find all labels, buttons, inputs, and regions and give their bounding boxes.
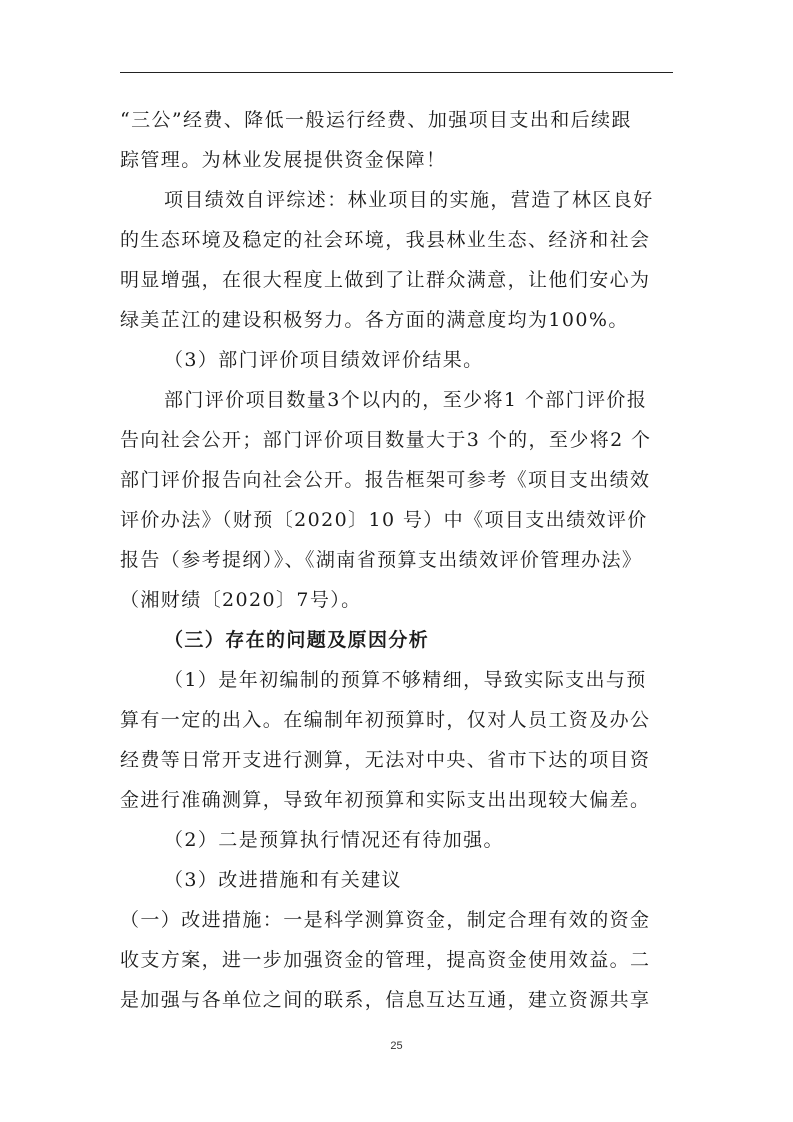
section-heading: （三）存在的问题及原因分析 bbox=[164, 629, 430, 651]
page-number: 25 bbox=[390, 1040, 403, 1052]
subheading-line: （3）部门评价项目绩效评价结果。 bbox=[164, 349, 484, 371]
paragraph-line: 的生态环境及稳定的社会环境，我县林业生态、经济和社会 bbox=[120, 229, 651, 251]
paragraph-line: （2）二是预算执行情况还有待加强。 bbox=[164, 829, 504, 851]
paragraph-line: 是加强与各单位之间的联系，信息互达互通，建立资源共享 bbox=[120, 989, 651, 1011]
paragraph-line: （一）改进措施：一是科学测算资金，制定合理有效的资金 bbox=[120, 909, 651, 931]
paragraph-line: 收支方案，进一步加强资金的管理，提高资金使用效益。二 bbox=[120, 949, 651, 971]
paragraph-line: 金进行准确测算，导致年初预算和实际支出出现较大偏差。 bbox=[120, 789, 651, 811]
paragraph-line: 告向社会公开；部门评价项目数量大于3 个的，至少将2 个 bbox=[120, 429, 652, 451]
document-body bbox=[120, 100, 673, 1020]
paragraph-line: 项目绩效自评综述：林业项目的实施，营造了林区良好 bbox=[164, 189, 654, 211]
paragraph-line: （湘财绩〔2020〕7号）。 bbox=[120, 589, 362, 611]
paragraph-line: 绿美芷江的建设积极努力。各方面的满意度均为100%。 bbox=[120, 309, 629, 331]
paragraph-line: 踪管理。为林业发展提供资金保障！ bbox=[120, 149, 447, 171]
paragraph-line: 经费等日常开支进行测算，无法对中央、省市下达的项目资 bbox=[120, 749, 651, 771]
paragraph-line: “三公”经费、降低一般运行经费、加强项目支出和后续跟 bbox=[120, 109, 632, 131]
paragraph-line: 算有一定的出入。在编制年初预算时，仅对人员工资及办公 bbox=[120, 709, 651, 731]
subheading-line: （3）改进措施和有关建议 bbox=[164, 869, 402, 891]
header-rule bbox=[120, 72, 673, 73]
paragraph-line: 明显增强，在很大程度上做到了让群众满意，让他们安心为 bbox=[120, 269, 651, 291]
paragraph-line: 报告（参考提纲）》、《湖南省预算支出绩效评价管理办法》 bbox=[120, 549, 643, 571]
paragraph-line: 部门评价项目数量3个以内的，至少将1 个部门评价报 bbox=[164, 389, 648, 411]
paragraph-line: （1）是年初编制的预算不够精细，导致实际支出与预 bbox=[164, 669, 647, 691]
paragraph-line: 部门评价报告向社会公开。报告框架可参考《项目支出绩效 bbox=[120, 469, 651, 491]
paragraph-line: 评价办法》（财预〔2020〕10 号）中《项目支出绩效评价 bbox=[120, 509, 648, 531]
